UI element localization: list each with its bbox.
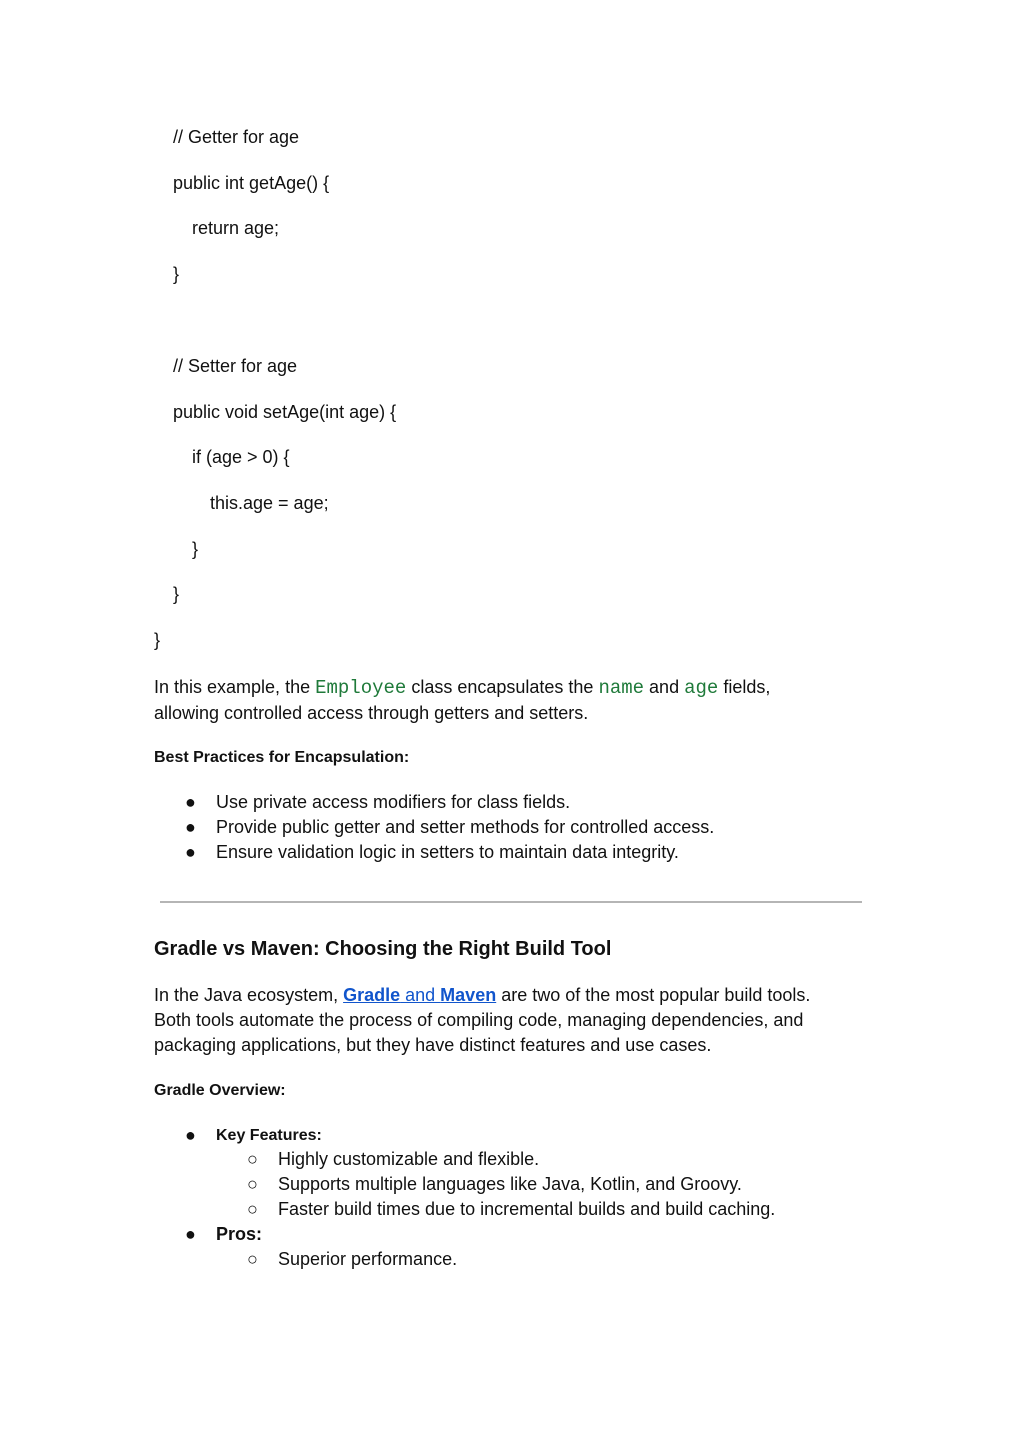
list-item: Provide public getter and setter methods for controlled access. bbox=[216, 817, 715, 837]
summary-text: and bbox=[644, 677, 685, 697]
summary-paragraph-line1 bbox=[154, 675, 770, 701]
intro-line2: Both tools automate the process of compiling code, managing dependencies, and bbox=[154, 1010, 804, 1030]
inline-code-name: name bbox=[598, 677, 645, 699]
code-line: public void setAge(int age) { bbox=[173, 402, 397, 422]
gradle-link-text[interactable]: Gradle bbox=[343, 985, 401, 1005]
section-title: Gradle vs Maven: Choosing the Right Build Tool bbox=[154, 938, 612, 960]
inline-code-age: age bbox=[684, 677, 719, 699]
code-line: } bbox=[192, 539, 199, 559]
code-line: } bbox=[173, 264, 180, 284]
sub-bullet-icon: ○ bbox=[247, 1149, 258, 1169]
bullet-icon: ● bbox=[185, 842, 196, 862]
code-line: return age; bbox=[192, 218, 280, 238]
code-line: public int getAge() { bbox=[173, 173, 330, 193]
sub-bullet-icon: ○ bbox=[247, 1249, 258, 1269]
sub-bullet-icon: ○ bbox=[247, 1174, 258, 1194]
code-line: // Getter for age bbox=[173, 127, 300, 147]
intro-text: In the Java ecosystem, bbox=[154, 985, 344, 1005]
sub-bullet-icon: ○ bbox=[247, 1199, 258, 1219]
code-line: } bbox=[173, 584, 180, 604]
list-item: Ensure validation logic in setters to maintain data integrity. bbox=[216, 842, 679, 862]
key-features-label: Key Features: bbox=[216, 1127, 322, 1144]
summary-text: In this example, the bbox=[154, 677, 316, 697]
list-item: Faster build times due to incremental builds and build caching. bbox=[278, 1199, 776, 1219]
list-item: Highly customizable and flexible. bbox=[278, 1149, 540, 1169]
summary-text: fields, bbox=[718, 677, 771, 697]
best-practices-heading: Best Practices for Encapsulation: bbox=[154, 749, 410, 766]
intro-text: are two of the most popular build tools. bbox=[496, 985, 811, 1005]
summary-text: class encapsulates the bbox=[406, 677, 599, 697]
intro-line1 bbox=[154, 983, 810, 1008]
bullet-icon: ● bbox=[185, 817, 196, 837]
gradle-overview-heading: Gradle Overview: bbox=[154, 1082, 286, 1099]
maven-link-text[interactable]: Maven bbox=[440, 985, 497, 1005]
bullet-icon: ● bbox=[185, 1125, 196, 1145]
code-line: this.age = age; bbox=[210, 493, 329, 513]
bullet-icon: ● bbox=[185, 1224, 196, 1244]
code-line: // Setter for age bbox=[173, 356, 298, 376]
list-item: Supports multiple languages like Java, Kotlin, and Groovy. bbox=[278, 1174, 742, 1194]
section-divider bbox=[160, 901, 862, 903]
code-line: } bbox=[154, 630, 161, 650]
bullet-icon: ● bbox=[185, 792, 196, 812]
summary-paragraph-line2: allowing controlled access through getters and setters. bbox=[154, 703, 589, 723]
pros-label: Pros: bbox=[216, 1224, 263, 1244]
code-line: if (age > 0) { bbox=[192, 447, 290, 467]
list-item: Superior performance. bbox=[278, 1249, 458, 1269]
inline-code-employee: Employee bbox=[315, 677, 407, 699]
list-item: Use private access modifiers for class fields. bbox=[216, 792, 571, 812]
gradle-maven-link[interactable] bbox=[343, 985, 496, 1005]
link-and-text[interactable]: and bbox=[400, 985, 441, 1005]
intro-line3: packaging applications, but they have distinct features and use cases. bbox=[154, 1035, 712, 1055]
